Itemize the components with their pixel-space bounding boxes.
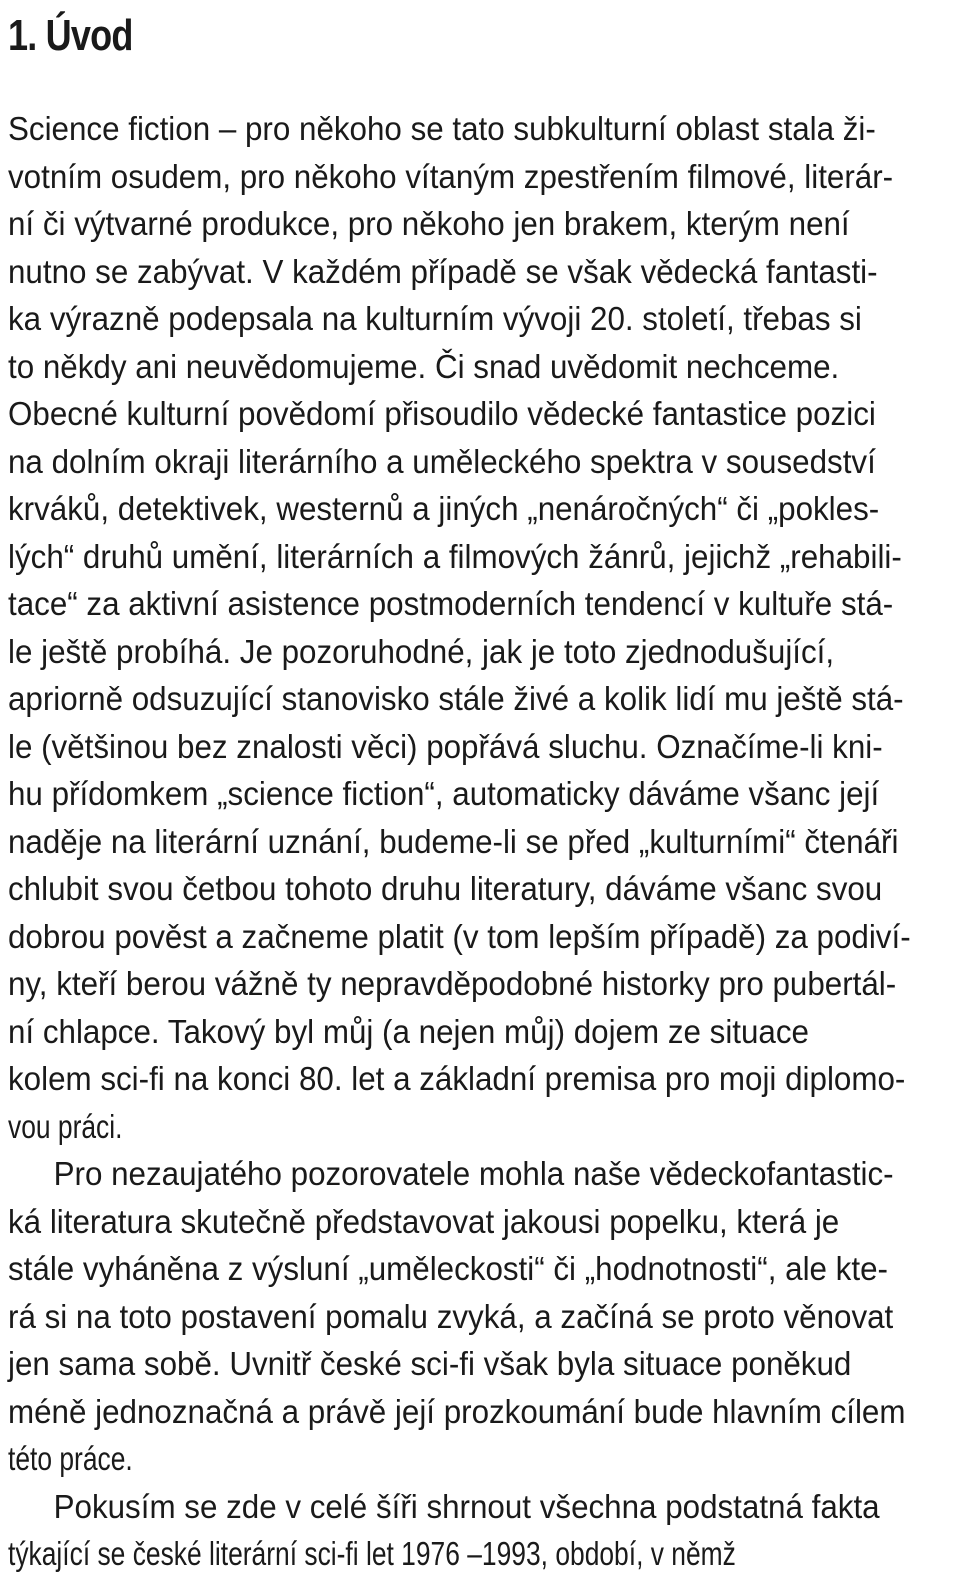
text-line: jen sama sobě. Uvnitř české sci-fi však byla situace poněkud — [8, 1345, 852, 1382]
text-line: chlubit svou četbou tohoto druhu literatury, dáváme všanc svou — [8, 870, 883, 907]
text-line: týkající se české literární sci-fi let 1976 –1993, období, v němž — [8, 1535, 736, 1572]
text-line: votním osudem, pro někoho vítaným zpestřením filmové, literár- — [8, 157, 894, 195]
text-line: le (většinou bez znalosti věci) popřává sluchu. Označíme-li kni- — [8, 727, 883, 765]
text-line: Pro nezaujatého pozorovatele mohla naše vědeckofantastic- — [53, 1155, 894, 1192]
text-line: nutno se zabývat. V každém případě se však vědecká fantasti- — [8, 252, 878, 290]
text-line: kolem sci-fi na konci 80. let a základní premisa pro moji diplomo- — [8, 1060, 906, 1097]
text-line: lých“ druhů umění, literárních a filmových žánrů, jejichž „rehabili- — [8, 537, 902, 575]
paragraph-2 — [8, 1150, 956, 1483]
text-line: ny, kteří berou vážně ty nepravděpodobné historky pro pubertál- — [8, 965, 897, 1002]
text-line: naděje na literární uznání, budeme-li se před „kulturními“ čtenáři — [8, 822, 899, 860]
text-line: této práce. — [8, 1440, 133, 1477]
document-page — [8, 0, 956, 1578]
text-line: vou práci. — [8, 1107, 123, 1145]
text-line: le ještě probíhá. Je pozoruhodné, jak je toto zjednodušující, — [8, 632, 835, 670]
text-line: Pokusím se zde v celé šíři shrnout všechna podstatná fakta — [53, 1487, 880, 1525]
chapter-heading: 1. Úvod — [8, 11, 133, 60]
paragraph-1 — [8, 105, 956, 1150]
text-line: stále vyháněna z výsluní „uměleckosti“ či „hodnotnosti“, ale kte- — [8, 1250, 888, 1287]
text-line: rá si na toto postavení pomalu zvyká, a začíná se proto věnovat — [8, 1297, 894, 1335]
text-line: hu přídomkem „science fiction“, automaticky dáváme všanc její — [8, 775, 880, 812]
text-line: tace“ za aktivní asistence postmoderních tendencí v kultuře stá- — [8, 585, 894, 622]
text-line: na dolním okraji literárního a uměleckého spektra v sousedství — [8, 442, 876, 480]
text-line: ní chlapce. Takový byl můj (a nejen můj) dojem ze situace — [8, 1012, 809, 1050]
text-line: ká literatura skutečně představovat jakousi popelku, která je — [8, 1202, 840, 1240]
text-line: ka výrazně podepsala na kulturním vývoji 20. století, třebas si — [8, 300, 862, 337]
text-line: apriorně odsuzující stanovisko stále živé a kolik lidí mu ještě stá- — [8, 680, 904, 717]
paragraph-3 — [8, 1483, 956, 1578]
text-line: méně jednoznačná a právě její prozkoumání bude hlavním cílem — [8, 1392, 906, 1430]
text-line: Obecné kulturní povědomí přisoudilo vědecké fantastice pozici — [8, 395, 876, 432]
text-line: ní či výtvarné produkce, pro někoho jen brakem, kterým není — [8, 205, 850, 242]
text-line: Science fiction – pro někoho se tato subkulturní oblast stala ži- — [8, 110, 876, 147]
text-line: to někdy ani neuvědomujeme. Či snad uvědomit nechceme. — [8, 347, 840, 385]
text-line: dobrou pověst a začneme platit (v tom lepším případě) za podiví- — [8, 917, 911, 955]
text-line: krváků, detektivek, westernů a jiných „nenáročných“ či „pokles- — [8, 490, 880, 527]
